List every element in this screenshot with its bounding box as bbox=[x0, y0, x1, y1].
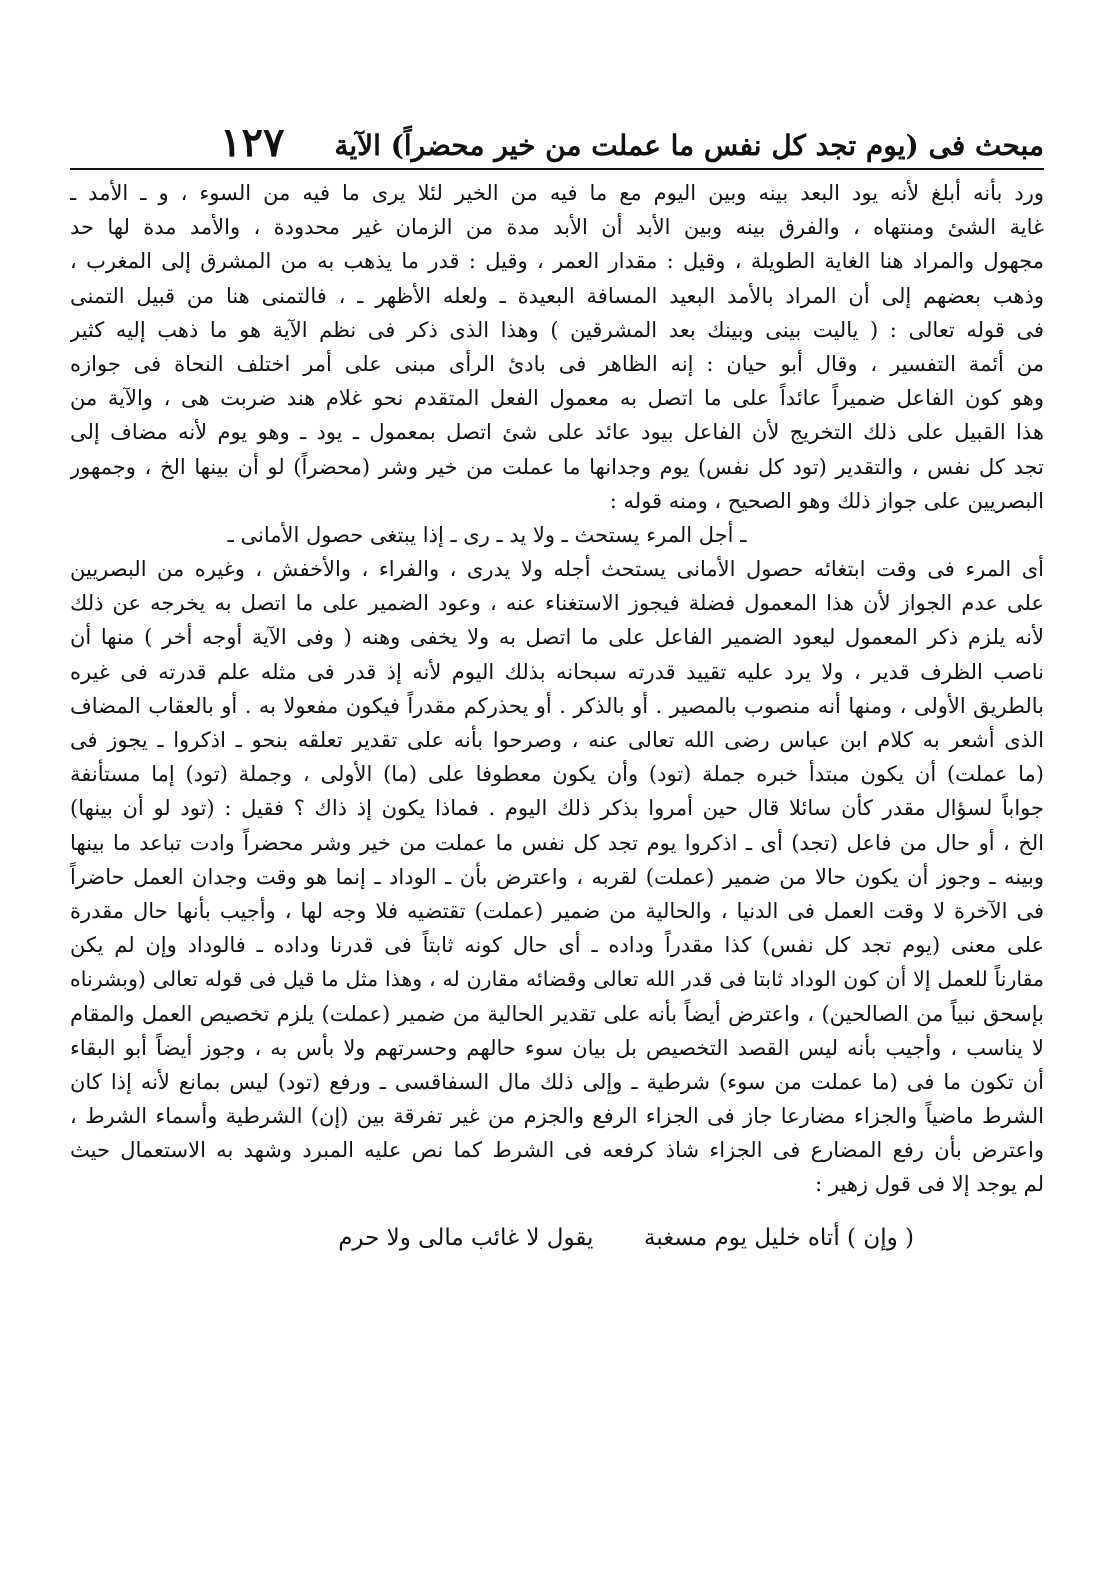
text-line: الشرط ماضياً والجزاء مضارعا جاز فى الجزاء الرفع والجزم من غير تفرقة بين (إن) الشرطية وأسماء الشرط ، bbox=[70, 1104, 1044, 1129]
text-line: ناصب الظرف قدير ، ولا يرد عليه تقييد قدرته سبحانه بذلك اليوم لأنه إذ قدر فى مثله علم قدرته فى غيره bbox=[70, 659, 1044, 684]
running-title: مبحث فى (يوم تجد كل نفس ما عملت من خير محضراً) الآية bbox=[334, 129, 1044, 162]
text-line: لا يناسب ، وأجيب بأنه ليس القصد التخصيص بل بيان سوء حالهم وحسرتهم ولا بأس به ، وجوز أيضاً أبو البقاء bbox=[70, 1035, 1044, 1060]
text-line: وذهب بعضهم إلى أن المراد بالأمد البعيد المسافة البعيدة ـ ولعله الأظهر ـ ، فالتمنى هنا من قبيل التمنى bbox=[70, 283, 1044, 308]
text-line: أى المرء فى وقت ابتغائه حصول الأمانى يستحث أجله ولا يدرى ، والفراء ، والأخفش ، وغيره من البصريين bbox=[70, 557, 1044, 582]
text-line: بإسحق نبياً من الصالحين) ، واعترض أيضاً بأنه على تقدير الحالية من ضمير (عملت) يلزم تخصيص العمل والمقام bbox=[70, 1001, 1044, 1026]
text-line: وبينه ـ وجوز أن يكون حالا من ضمير (عملت) لقربه ، واعترض بأن ـ الوداد ـ إنما هو وقت وجدان العمل حاضراً bbox=[70, 864, 1044, 889]
text-line: تجد كل نفس ، والتقدير (تود كل نفس) يوم وجدانها ما عملت من خير وشر (محضراً) لو أن بينها الخ ، وجمهور bbox=[70, 454, 1044, 479]
text-line: هذا القبيل على ذلك التخريج لأن الفاعل بيود عائد على شئ اتصل بمعمول ـ يود ـ وهو يوم لأنه مضاف إلى bbox=[70, 420, 1044, 445]
verse-line: ـ أجل المرء يستحث ـ ولا يد ـ رى ـ إذا يبتغى حصول الأمانى ـ bbox=[227, 522, 747, 547]
text-line: بالطريق الأولى ، ومنها أنه منصوب بالمصير . أو بالذكر . أو يحذركم مقدراً فيكون مفعولا به . أو بالعقاب المضاف bbox=[70, 693, 1044, 718]
text-line: واعترض بأن رفع المضارع فى الجزاء شاذ كرفعه فى الشرط كما نص عليه المبرد وشهد به الاستعمال حيث bbox=[70, 1138, 1044, 1163]
text-line: فى قوله تعالى : ( ياليت بينى وبينك بعد المشرقين ) وهذا الذى ذكر فى نظم الآية هو ما ذهب إليه كثير bbox=[70, 317, 1044, 342]
text-line: الذى أشعر به كلام ابن عباس رضى الله تعالى عنه ، وصرحوا بأنه على تقدير تعلقه بنحو ـ اذكروا ـ يجوز فى bbox=[70, 728, 1044, 752]
page-number: ١٢٧ bbox=[220, 119, 285, 166]
text-line: البصريين على جواز ذلك وهو الصحيح ، ومنه قوله : bbox=[609, 488, 1044, 513]
verse-second-hemistich: يقول لا غائب مالى ولا حرم bbox=[338, 1224, 594, 1251]
text-line: ورد بأنه أبلغ لأنه يود البعد بينه وبين اليوم مع ما فيه من الخير لئلا يرى ما فيه من السوء ، و ـ الأمد ـ bbox=[70, 181, 1044, 205]
text-line: مجهول والمراد هنا الغاية الطويلة ، وقيل : مقدار العمر ، وقيل : قدر ما يذهب به من المشرق إلى المغرب ، bbox=[70, 249, 1044, 274]
page-header bbox=[70, 118, 1044, 170]
verse-first-hemistich: ( وإن ) أتاه خليل يوم مسغبة bbox=[644, 1224, 914, 1251]
text-line: مقارناً للعمل إلا أن كون الوداد ثابتا فى قدر الله تعالى وقضائه مقارن له ، وهذا مثل ما قيل فى قوله تعالى (وبشرناه bbox=[70, 967, 1044, 992]
text-line: أن تكون ما فى (ما عملت من سوء) شرطية ـ وإلى ذلك مال السفاقسى ـ ورفع (تود) ليس بمانع لأنه إذا كان bbox=[70, 1069, 1044, 1094]
text-line: غاية الشئ ومنتهاه ، والفرق بينه وبين الأبد أن الأبد مدة من الزمان غير محدودة ، والأمد مدة لها حد bbox=[70, 215, 1044, 240]
text-line: على معنى (يوم تجد كل نفس) كذا مقدراً وداده ـ أى حال كونه ثابتاً فى قدرنا وداده ـ فالوداد وإن لم يكن bbox=[70, 933, 1044, 958]
text-line: (ما عملت) أن يكون مبتدأ خبره جملة (تود) وأن يكون معطوفا على (ما) الأولى ، وجملة (تود) إما مستأنفة bbox=[70, 762, 1044, 787]
text-line: لأنه يلزم ذكر المعمول ليعود الضمير الفاعل على ما اتصل به ولا يخفى وهنه ( وفى الآية أوجه أخر ) منها أن bbox=[70, 625, 1044, 650]
text-line: من أئمة التفسير ، وقال أبو حيان : إنه الظاهر فى بادئ الرأى مبنى على أمر اختلف النحاة فى جوازه bbox=[70, 351, 1044, 376]
page bbox=[70, 118, 1044, 1538]
closing-verse bbox=[70, 1218, 1044, 1258]
text-line: على عدم الجواز لأن هذا المعمول فضلة فيجوز الاستغناء عنه ، وعود الضمير على ما اتصل به يخرجه عن ذلك bbox=[70, 591, 1044, 616]
text-line: جواباً لسؤال مقدر كأن سائلا قال حين أمروا بذكر ذلك اليوم . فماذا يكون إذ ذاك ؟ فقيل : (تود لو أن بينها) bbox=[70, 796, 1044, 821]
text-line: فى الآخرة لا وقت العمل فى الدنيا ، والحالية من ضمير (عملت) تقتضيه فلا وجه لها ، وأجيب بأنها حال مقدرة bbox=[70, 898, 1044, 923]
text-line: الخ ، أو حال من فاعل (تجد) أى ـ اذكروا يوم تجد كل نفس ما عملت من خير وشر محضراً وادت تباعد ما بينها bbox=[70, 830, 1044, 855]
body-text bbox=[70, 176, 1044, 1258]
text-line: لم يوجد إلا فى قول زهير : bbox=[815, 1172, 1044, 1197]
text-line: وهو كون الفاعل ضميراً عائداً على ما اتصل به معمول الفعل المتقدم نحو غلام هند ضربت هى ، والآية من bbox=[70, 386, 1044, 411]
